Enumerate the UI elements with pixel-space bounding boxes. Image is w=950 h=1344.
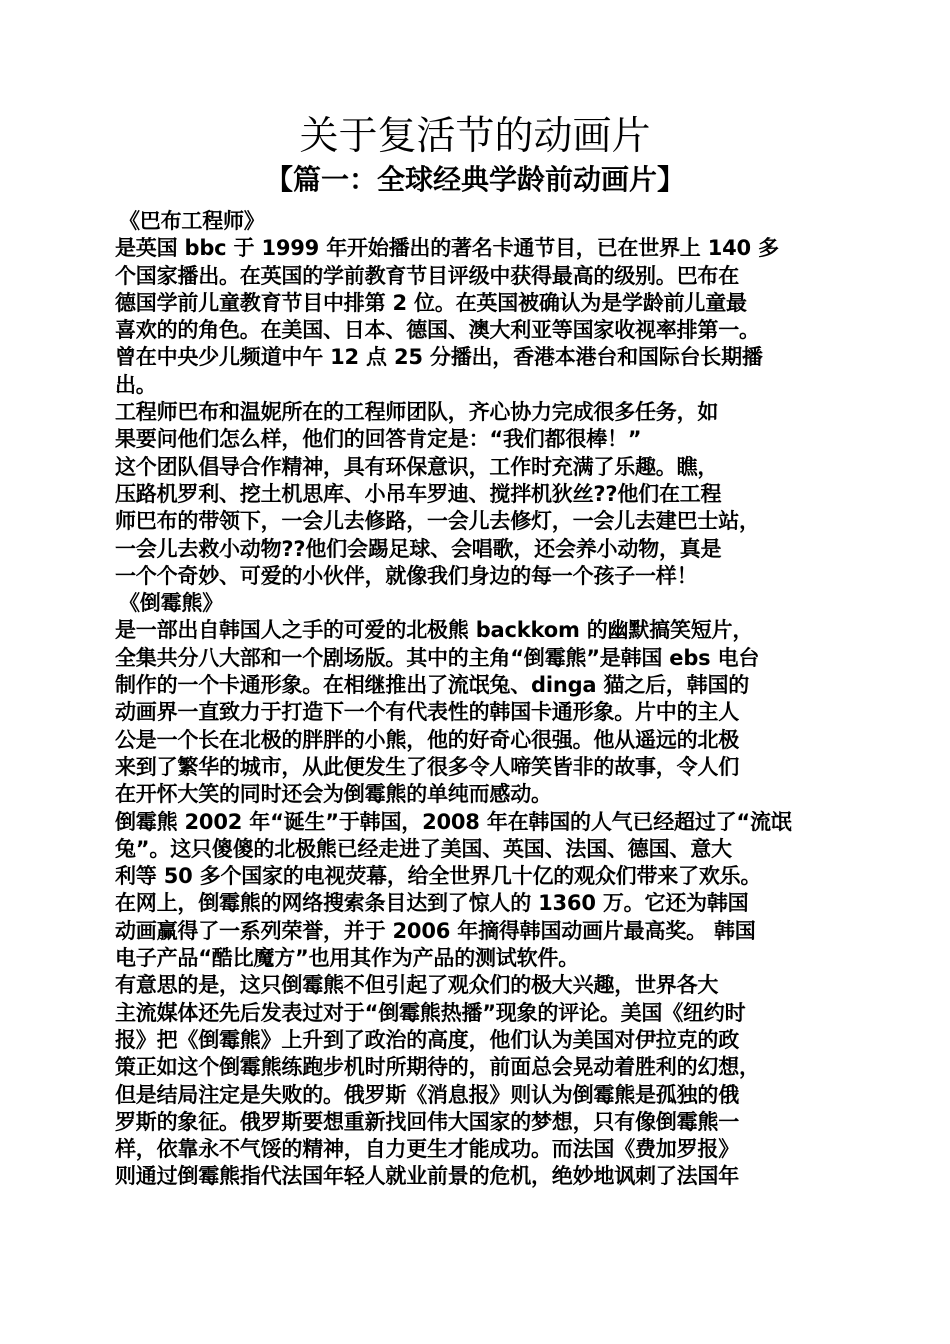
body-line: 动画界一直致力于打造下一个有代表性的韩国卡通形象。片中的主人 xyxy=(115,700,739,725)
body-line: 报》把《倒霉熊》上升到了政治的高度，他们认为美国对伊拉克的政 xyxy=(115,1027,739,1052)
body-line: 来到了繁华的城市，从此便发生了很多令人啼笑皆非的故事，令人们 xyxy=(115,754,739,779)
section-heading: 《倒霉熊》 xyxy=(119,591,223,616)
body-line: 个国家播出。在英国的学前教育节目评级中获得最高的级别。巴布在 xyxy=(115,263,739,288)
body-line: 德国学前儿童教育节目中排第 2 位。在英国被确认为是学龄前儿童最 xyxy=(115,290,747,315)
body-line: 在网上，倒霉熊的网络搜索条目达到了惊人的 1360 万。它还为韩国 xyxy=(115,891,749,916)
body-line: 这个团队倡导合作精神，具有环保意识，工作时充满了乐趣。瞧， xyxy=(115,454,719,479)
body-line: 出。 xyxy=(115,372,157,397)
body-line: 兔”。这只傻傻的北极熊已经走进了美国、英国、法国、德国、意大 xyxy=(115,836,732,861)
body-line: 是英国 bbc 于 1999 年开始播出的著名卡通节目，已在世界上 140 多 xyxy=(115,236,779,261)
body-line: 利等 50 多个国家的电视荧幕，给全世界几十亿的观众们带来了欢乐。 xyxy=(115,864,762,889)
body-line: 师巴布的带领下，一会儿去修路，一会儿去修灯，一会儿去建巴士站， xyxy=(115,509,760,534)
body-line: 有意思的是，这只倒霉熊不但引起了观众们的极大兴趣，世界各大 xyxy=(115,973,719,998)
body-line: 样，依靠永不气馁的精神，自力更生才能成功。而法国《费加罗报》 xyxy=(115,1137,739,1162)
body-line: 电子产品“酷比魔方”也用其作为产品的测试软件。 xyxy=(115,946,580,971)
document-body xyxy=(115,208,837,1191)
section-heading: 《巴布工程师》 xyxy=(119,209,265,233)
body-line: 则通过倒霉熊指代法国年轻人就业前景的危机，绝妙地讽刺了法国年 xyxy=(115,1164,739,1189)
body-line: 一会儿去救小动物??他们会踢足球、会唱歌，还会养小动物，真是 xyxy=(115,536,722,561)
body-line: 倒霉熊 2002 年“诞生”于韩国，2008 年在韩国的人气已经超过了“流氓 xyxy=(115,809,792,834)
body-line: 工程师巴布和温妮所在的工程师团队，齐心协力完成很多任务，如 xyxy=(115,400,719,425)
body-line: 在开怀大笑的同时还会为倒霉熊的单纯而感动。 xyxy=(115,782,552,807)
body-line: 公是一个长在北极的胖胖的小熊，他的好奇心很强。他从遥远的北极 xyxy=(115,727,739,752)
body-line: 全集共分八大部和一个剧场版。其中的主角“倒霉熊”是韩国 ebs 电台 xyxy=(115,645,760,670)
body-line: 罗斯的象征。俄罗斯要想重新找回伟大国家的梦想，只有像倒霉熊一 xyxy=(115,1109,739,1134)
document-subtitle: 【篇一：全球经典学龄前动画片】 xyxy=(264,163,685,196)
body-line: 主流媒体还先后发表过对于“倒霉熊热播”现象的评论。美国《纽约时 xyxy=(115,1000,746,1025)
body-line: 一个个奇妙、可爱的小伙伴，就像我们身边的每一个孩子一样！ xyxy=(115,563,698,588)
body-line: 制作的一个卡通形象。在相继推出了流氓兔、dinga 猫之后，韩国的 xyxy=(115,673,750,698)
body-line: 动画赢得了一系列荣誉，并于 2006 年摘得韩国动画片最高奖。 韩国 xyxy=(115,918,756,943)
body-line: 果要问他们怎么样，他们的回答肯定是：“我们都很棒！” xyxy=(115,427,642,452)
body-line: 策正如这个倒霉熊练跑步机时所期待的，前面总会晃动着胜利的幻想， xyxy=(115,1055,760,1080)
body-line: 喜欢的的角色。在美国、日本、德国、澳大利亚等国家收视率排第一。 xyxy=(115,318,760,343)
document-title: 关于复活节的动画片 xyxy=(299,114,651,159)
body-line: 是一部出自韩国人之手的可爱的北极熊 backkom 的幽默搞笑短片， xyxy=(115,618,754,643)
body-line: 曾在中央少儿频道中午 12 点 25 分播出，香港本港台和国际台长期播 xyxy=(115,345,763,370)
body-line: 压路机罗利、挖土机思库、小吊车罗迪、搅拌机狄丝??他们在工程 xyxy=(115,481,722,506)
body-line: 但是结局注定是失败的。俄罗斯《消息报》则认为倒霉熊是孤独的俄 xyxy=(115,1082,739,1107)
